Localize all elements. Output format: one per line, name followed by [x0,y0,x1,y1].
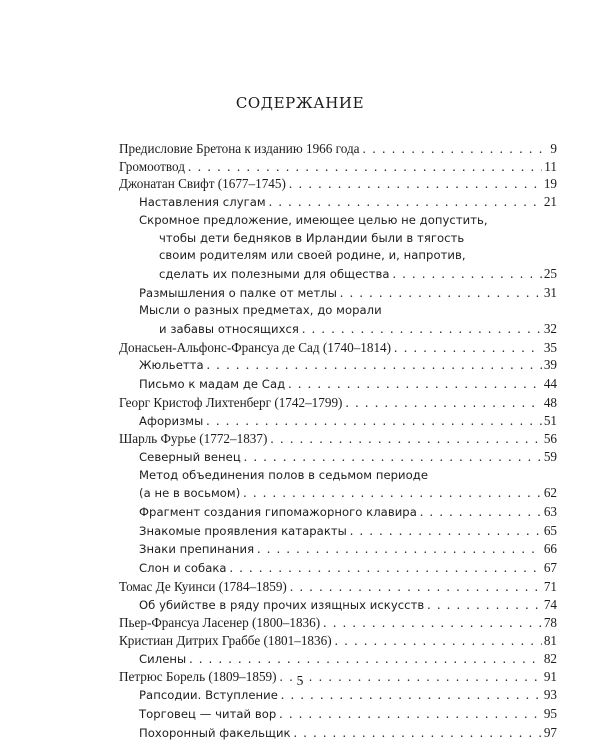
toc-entry-page: 97 [543,724,557,740]
toc-entry-page: 21 [543,194,557,210]
toc-entry [119,375,557,394]
toc-entry-title: Слон и собака [139,561,227,576]
dot-leader [332,632,542,650]
toc-entry-page: 59 [543,448,557,464]
toc-entry-page: 19 [543,176,557,192]
toc-entry-title: Петрюс Борель (1809–1859) [119,669,277,685]
toc-entry-page: 35 [543,339,557,355]
toc-entry-title: Громоотвод [119,158,185,174]
toc-entry-title: Рапсодии. Вступление [139,688,278,703]
dot-leader [266,193,542,211]
toc-entry-title: Силены [139,651,187,666]
toc-entry [119,705,557,724]
toc-entry [119,632,557,650]
toc-entry-page: 95 [543,705,557,721]
toc-entry [119,430,557,448]
toc-entry-title: Предисловие Бретона к изданию 1966 года [119,141,360,156]
toc-entry-title: Пьер-Франсуа Ласенер (1800–1836) [119,615,321,631]
toc-entry [119,578,557,596]
toc-entry [119,522,557,541]
toc-entry-title: Георг Кристоф Лихтенберг (1742–1799) [119,394,343,410]
toc-entry-page: 66 [543,541,557,557]
dot-leader [204,356,542,374]
toc-entry-title-line: Мысли о разных предметах, до морали [139,303,382,318]
toc-entry-page: 78 [543,615,557,631]
toc-entry-title: Об убийстве в ряду прочих изящных искусств [139,597,425,612]
dot-leader [417,503,542,521]
toc-entry-title: Северный венец [139,449,241,464]
toc-entry-page: 56 [543,431,557,447]
toc-entry-page: 82 [543,650,557,666]
dot-leader [299,320,542,338]
toc-entry-page: 67 [543,560,557,576]
toc-entry-multiline [119,467,557,503]
toc-entry-page: 31 [543,284,557,300]
dot-leader [360,140,549,158]
toc-entry-page: 32 [543,321,557,337]
dot-leader [227,559,542,577]
toc-entry-page: 11 [544,158,557,174]
toc-entry-title-line: чтобы дети бедняков в Ирландии были в тягость [159,230,465,245]
toc-entry [119,614,557,632]
dot-leader [276,705,542,723]
dot-leader [186,650,542,668]
dot-leader [286,175,542,193]
toc-entry-title-line: своим родителям или своей родине, и, напротив, [159,248,466,263]
toc-entry [119,412,557,431]
toc-entry [119,284,557,303]
dot-leader [254,540,542,558]
dot-leader [267,430,541,448]
toc-entry-page: 62 [543,485,557,501]
page-title: СОДЕРЖАНИЕ [235,94,365,112]
toc-entry [119,339,557,357]
toc-entry-page: 48 [543,394,557,410]
toc-entry-page: 93 [543,687,557,703]
table-of-contents [119,140,557,742]
toc-entry-title-line: сделать их полезными для общества [159,266,390,281]
dot-leader [291,724,542,742]
toc-entry [119,650,557,669]
dot-leader [240,484,542,502]
toc-entry-title-line: и забавы относящихся [159,322,299,337]
toc-entry-title-line: (а не в восьмом) [139,486,241,501]
toc-entry-page: 9 [550,141,557,156]
dot-leader [241,448,542,466]
toc-entry-page: 51 [543,412,557,428]
toc-entry-title-line: Скромное предложение, имеющее целью не допустить, [139,212,488,227]
dot-leader [424,596,542,614]
toc-entry-page: 63 [543,504,557,520]
dot-leader [285,375,542,393]
toc-entry-multiline [119,212,557,284]
toc-entry-title: Фрагмент создания гипомажорного клавира [139,505,417,520]
toc-entry [119,193,557,212]
toc-entry [119,724,557,743]
toc-entry-page: 44 [543,376,557,392]
toc-entry-title: Афоризмы [139,413,204,428]
toc-entry-title: Размышления о палке от метлы [139,285,337,300]
toc-entry-title-line: Метод объединения полов в седьмом периоде [139,467,429,482]
toc-entry-last-line [119,484,557,503]
toc-entry-page: 81 [543,632,557,648]
toc-entry [119,448,557,467]
toc-entry-title: Джонатан Свифт (1677–1745) [119,176,286,192]
dot-leader [390,265,542,283]
toc-entry-title: Торговец — читай вор [139,706,277,721]
toc-entry-title: Знакомые проявления катаракты [139,523,347,538]
toc-entry [119,356,557,375]
toc-entry [119,540,557,559]
toc-entry [119,503,557,522]
toc-entry [119,175,557,193]
toc-entry-title: Знаки препинания [139,542,255,557]
dot-leader [391,339,542,357]
toc-entry [119,394,557,412]
toc-entry-last-line [119,320,557,339]
toc-entry [119,596,557,615]
toc-entry-title: Похоронный факельщик [139,725,291,740]
dot-leader [287,578,542,596]
toc-entry-title: Кристиан Дитрих Граббе (1801–1836) [119,632,332,648]
toc-entry-page: 39 [543,357,557,373]
dot-leader [320,614,542,632]
toc-entry-page: 71 [543,578,557,594]
toc-entry-title: Жюльетта [139,358,204,373]
dot-leader [337,284,542,302]
toc-entry-title: Томас Де Куинси (1784–1859) [119,578,287,594]
toc-entry [119,140,557,158]
toc-entry-multiline [119,302,557,338]
toc-entry-title: Наставления слугам [139,195,266,210]
toc-entry-last-line [119,265,557,284]
toc-entry-title: Шарль Фурье (1772–1837) [119,431,268,447]
page-number: 5 [296,673,304,688]
dot-leader [347,522,542,540]
toc-entry-page: 25 [543,265,557,281]
toc-entry-page: 91 [543,669,557,685]
dot-leader [203,412,542,430]
toc-entry-page: 65 [543,522,557,538]
toc-entry-page: 74 [543,596,557,612]
toc-entry-title: Письмо к мадам де Сад [139,377,286,392]
toc-entry [119,559,557,578]
toc-entry-title: Донасьен-Альфонс-Франсуа де Сад (1740–1814) [119,339,392,355]
dot-leader [342,394,541,412]
toc-entry [119,158,557,176]
dot-leader [185,158,542,176]
